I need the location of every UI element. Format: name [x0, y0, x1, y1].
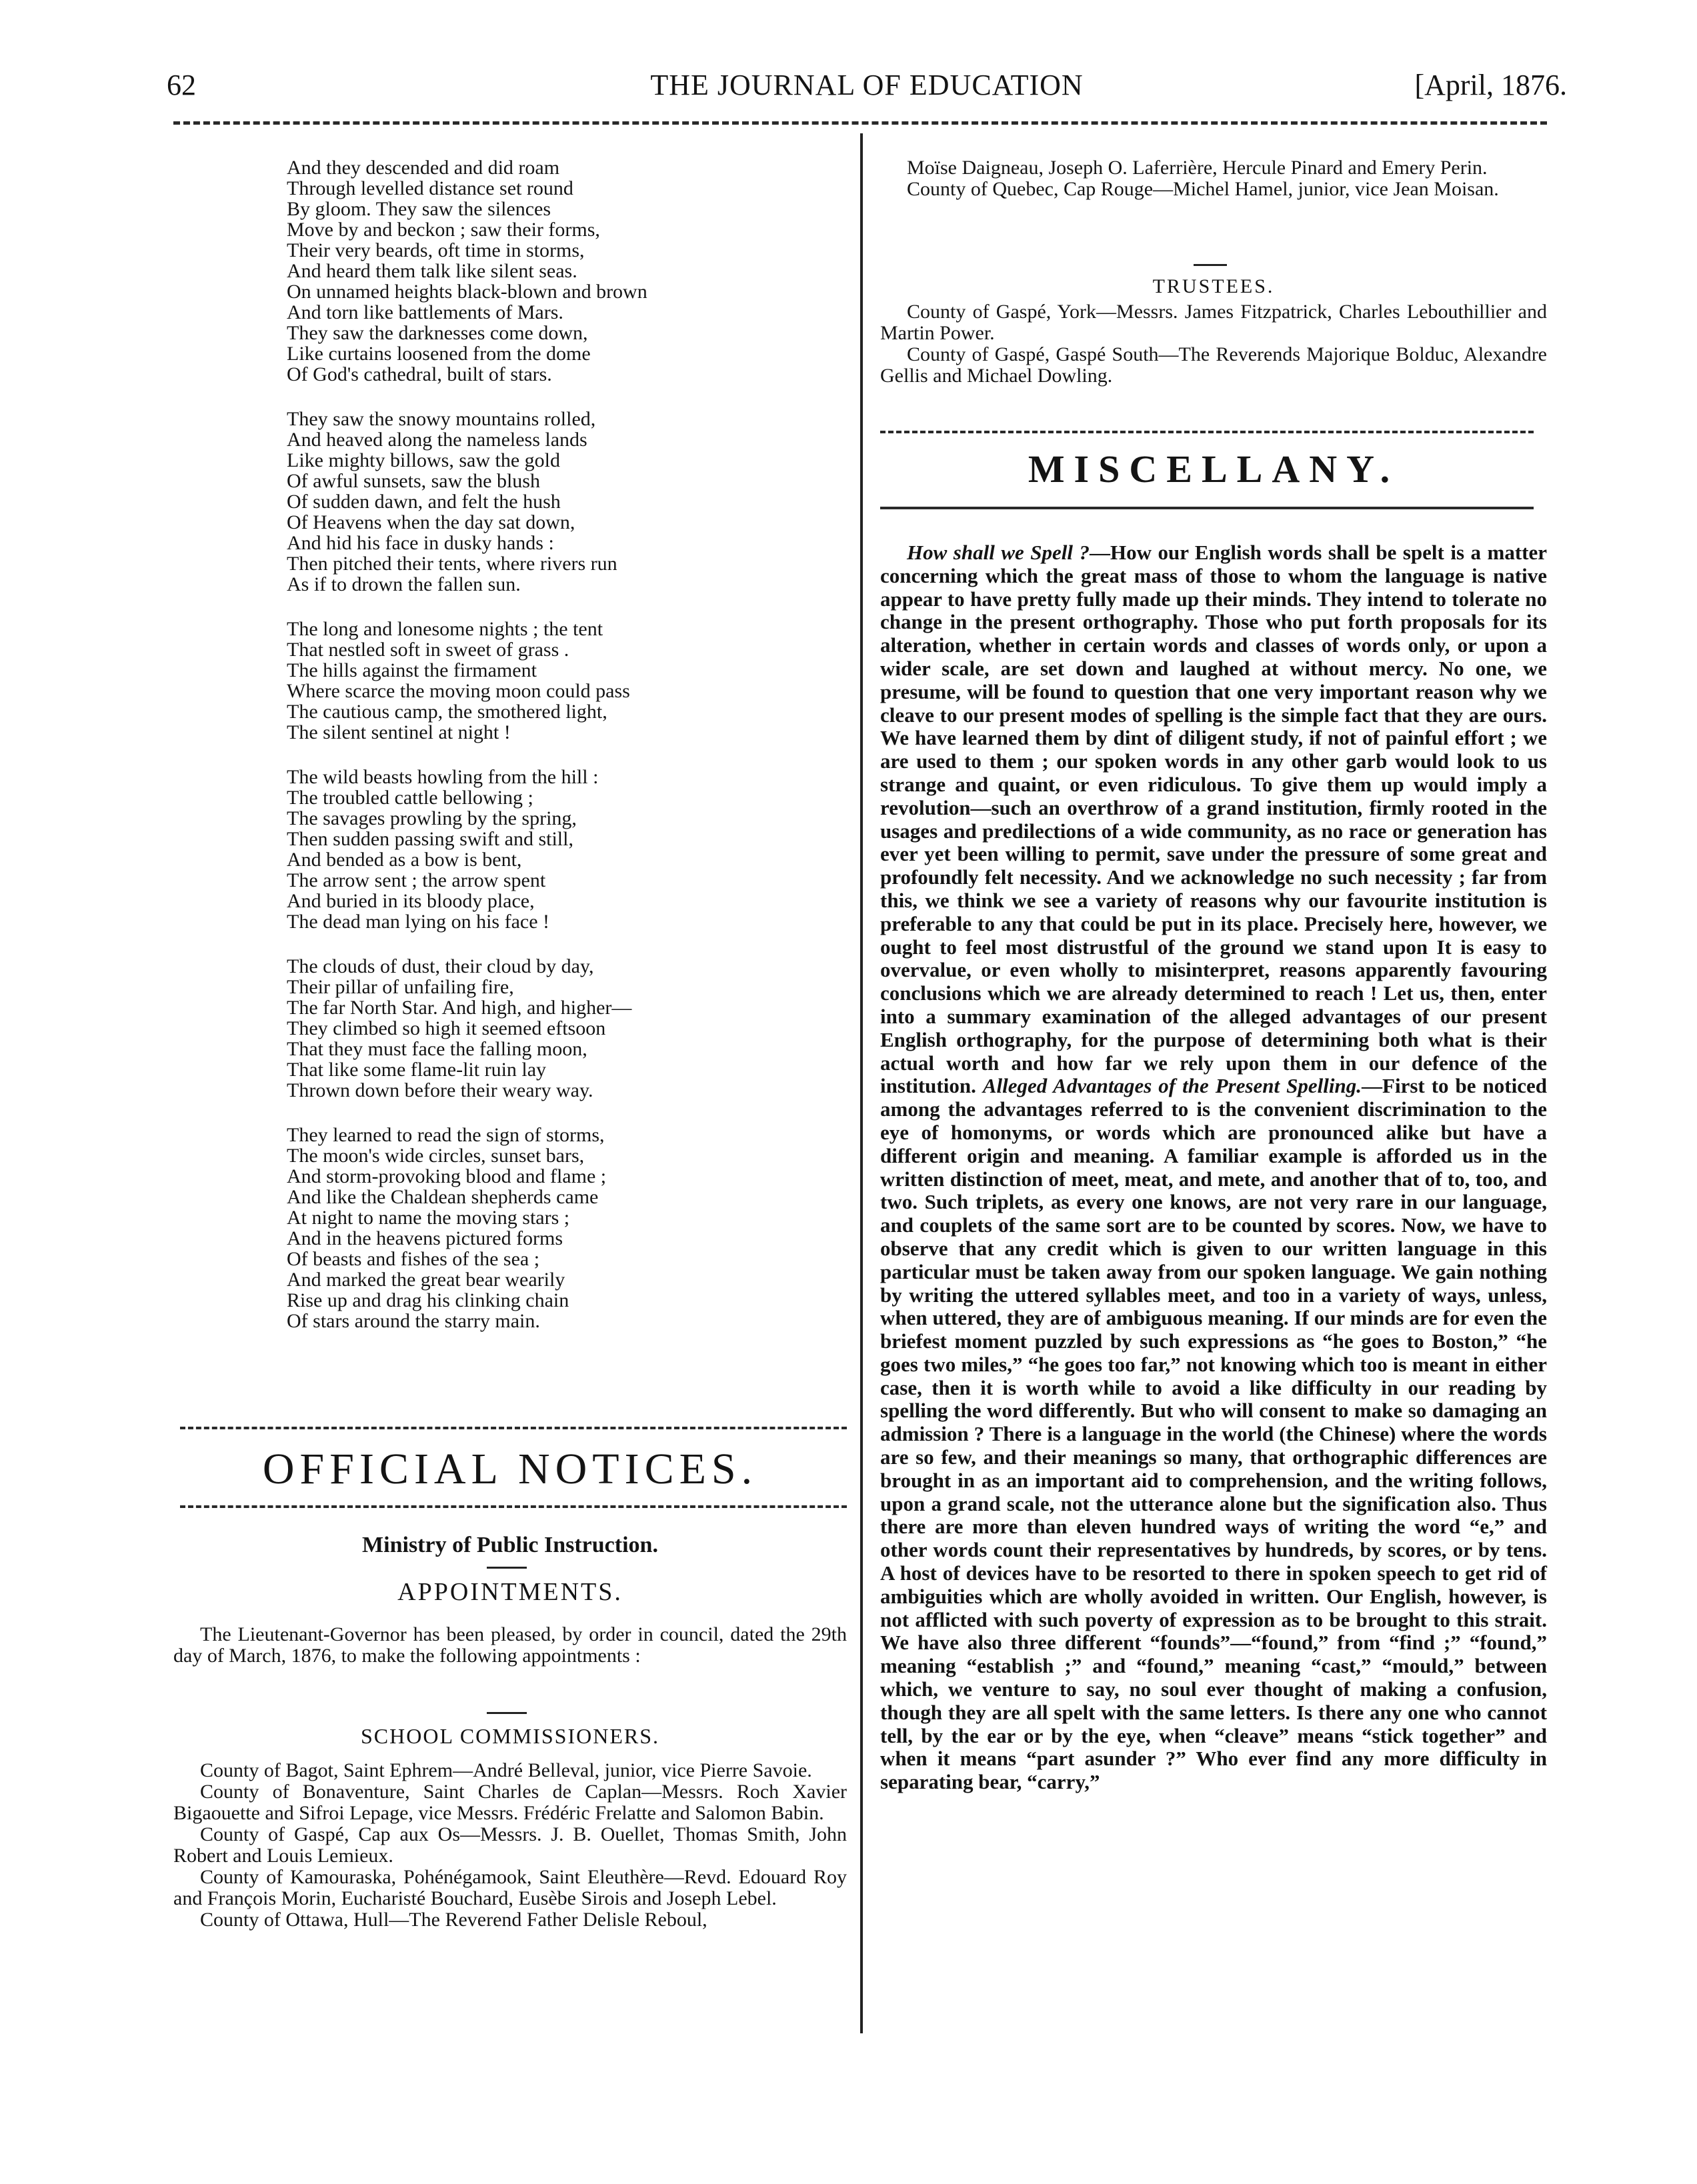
poem-line: The troubled cattle bellowing ; [287, 787, 533, 809]
poem-line: Of God's cathedral, built of stars. [287, 363, 552, 385]
commissioner-entry: County of Ottawa, Hull—The Reverend Father Delisle Reboul, [200, 1909, 707, 1931]
poem-line: That nestled soft in sweet of grass . [287, 639, 569, 661]
commissioner-entry: County of Bagot, Saint Ephrem—André Belleval, junior, vice Pierre Savoie. [200, 1759, 812, 1781]
poem-line: And torn like battlements of Mars. [287, 301, 563, 323]
poem-stanza [287, 157, 820, 385]
poem-line: Where scarce the moving moon could pass [287, 680, 630, 702]
poem-line: The dead man lying on his face ! [287, 911, 550, 933]
commissioner-entry: County of Bonaventure, Saint Charles de Caplan—Messrs. Roch Xavier Bigaouette and Sifroi Lepage, vice Messrs. Frédéric Frelatte and Salomon Babin. [173, 1781, 847, 1824]
article-text-2: —First to be noticed among the advantages referred to is the convenient discrimination to the eye of homonyms, or words which are pronounced alike but have a different origin and meaning. A familiar example is afforded us in the written distinction of meet, meat, and mete, and another that of to, too, and two. Such triplets, as every one knows, are not very rare in our language, and couplets of the same sort are to be counted by scores. Now, we have to observe that any credit which is given to our written language in this particular must be taken away from our spoken language. We gain nothing by writing the uttered syllables meet, and too in a variety of ways, unless, when uttered, they are of ambiguous meaning. If our minds are for even the briefest moment puzzled by such expressions as “he goes to Boston,” “he goes two miles,” “he goes too far,” not knowing which too is meant in either case, then it is worth while to avoid a like difficulty in our reading by spelling the word differently. But who will consent to make so damaging an admission ? There is a language in the world (the Chinese) where the words are so few, and their meanings so many, that orthographic differences are brought in as an important aid to comprehension, and the writing follows, upon a grand scale, not the utterance alone but the signification also. Thus there are more than eleven hundred ways of writing the word “e,” and other words count their representatives by hundreds, by scores, or by tens. A host of devices have to be resorted to there in spoken speech to get rid of ambiguities which are wholly avoided in written. Our English, however, is not afflicted with such poverty of expression as to be brought to this strait. We have also three different “founds”—“found,” from “find ;” “found,” meaning “establish ;” and “found,” meaning “cast,” “mould,” between which, we venture to say, no soul ever thought of making a confusion, though they are all spelt with the same letters. Is there any one who cannot tell, by the ear or by the eye, when “cleave” means “stick together” and when it means “part asunder ?” Who ever find any more difficulty in separating bear, “carry,” [880, 1074, 1547, 1794]
poem-line: The arrow sent ; the arrow spent [287, 869, 546, 891]
poem-line: Of beasts and fishes of the sea ; [287, 1248, 540, 1270]
poem-line: Their pillar of unfailing fire, [287, 976, 514, 998]
poem-line: Of sudden dawn, and felt the hush [287, 491, 561, 513]
appointments-heading: APPOINTMENTS. [397, 1578, 623, 1606]
poem-line: On unnamed heights black-blown and brown [287, 281, 647, 303]
poem-line: And heard them talk like silent seas. [287, 260, 577, 282]
column-divider [860, 133, 863, 2033]
poem-line: Rise up and drag his clinking chain [287, 1289, 569, 1311]
order-in-council: The Lieutenant-Governor has been pleased, by order in council, dated the 29th day of March, 1876, to make the following appointments : [173, 1623, 847, 1667]
poem-line: And in the heavens pictured forms [287, 1227, 563, 1249]
page-header [167, 65, 1567, 105]
trustees-rule [1194, 264, 1227, 266]
poem-line: Of stars around the starry main. [287, 1310, 540, 1332]
school-commissioners-heading: SCHOOL COMMISSIONERS. [361, 1724, 659, 1748]
miscellany-article [880, 541, 1547, 1794]
article-subheading: Alleged Advantages of the Present Spelling. [982, 1074, 1362, 1098]
poem-line: At night to name the moving stars ; [287, 1207, 570, 1229]
poem-line: The savages prowling by the spring, [287, 807, 577, 829]
poem-line: And marked the great bear wearily [287, 1269, 565, 1291]
poem-line: The clouds of dust, their cloud by day, [287, 955, 594, 977]
poem [287, 157, 820, 1355]
poem-line: Of awful sunsets, saw the blush [287, 470, 540, 492]
trustee-entry: County of Gaspé, York—Messrs. James Fitzpatrick, Charles Lebouthillier and Martin Power. [880, 301, 1547, 344]
miscellany-bottom-rule [880, 507, 1534, 509]
poem-line: Through levelled distance set round [287, 177, 573, 199]
trustees-list [880, 301, 1547, 387]
poem-line: They saw the snowy mountains rolled, [287, 408, 596, 430]
ministry-rule [487, 1567, 527, 1569]
poem-line: And bended as a bow is bent, [287, 849, 522, 871]
ministry-heading: Ministry of Public Instruction. [362, 1533, 658, 1557]
poem-line: Of Heavens when the day sat down, [287, 511, 575, 533]
poem-line: They saw the darknesses come down, [287, 322, 588, 344]
article-lead: How shall we Spell ? [907, 541, 1090, 564]
poem-line: By gloom. They saw the silences [287, 198, 551, 220]
poem-line: They learned to read the sign of storms, [287, 1124, 605, 1146]
poem-line: The far North Star. And high, and higher— [287, 997, 632, 1019]
poem-line: As if to drown the fallen sun. [287, 573, 521, 595]
poem-stanza [287, 956, 820, 1101]
poem-line: Like curtains loosened from the dome [287, 343, 591, 365]
poem-line: The silent sentinel at night ! [287, 721, 511, 743]
commissioner-entry: County of Kamouraska, Pohénégamook, Saint Eleuthère—Revd. Edouard Roy and François Morin, Eucharisté Bouchard, Eusèbe Sirois and Joseph Lebel. [173, 1866, 847, 1909]
page-number: 62 [167, 69, 196, 101]
commissioner-entries [173, 1760, 847, 1931]
notices-bottom-rule [180, 1505, 847, 1508]
poem-line: The moon's wide circles, sunset bars, [287, 1145, 585, 1167]
poem-line: Then pitched their tents, where rivers run [287, 553, 617, 575]
trustee-entry: County of Gaspé, Gaspé South—The Reverends Majorique Bolduc, Alexandre Gellis and Michael Dowling. [880, 343, 1547, 387]
issue-date: [April, 1876. [1414, 69, 1567, 101]
trustees-heading: TRUSTEES. [1152, 275, 1275, 297]
poem-line: The wild beasts howling from the hill : [287, 766, 599, 788]
continuation-entry: County of Quebec, Cap Rouge—Michel Hamel, junior, vice Jean Moisan. [907, 178, 1499, 200]
article-text-1: —How our English words shall be spelt is a matter concerning which the great mass of those to whom the language is native appear to have pretty fully made up their minds. They intend to tolerate no change in the present orthography. Those who put forth proposals for its alteration, whether in certain words and classes of words only, or upon a wider scale, are set down and laughed at without mercy. No one, we presume, will be found to question that one very important reason why we cleave to our present modes of spelling is the simple fact that they are ours. We have learned them by dint of diligent study, if not of painful effort ; we are used to them ; our spoken words in any other garb would look to us strange and quaint, or even ridiculous. To give them up would imply a revolution—such an overthrow of a grand institution, firmly rooted in the usages and predilections of a wide community, as no race or generation has ever yet been willing to permit, save under the pressure of some great and profoundly felt necessity. And we acknowledge no such necessity ; far from this, we think we see a variety of reasons why our favourite institution is preferable to any that could be put in its place. Precisely here, however, we ought to feel most distrustful of the ground we stand upon It is easy to overvalue, or even wholly to misinterpret, reasons apparently favouring conclusions which we are already determined to reach ! Let us, then, enter into a summary examination of the alleged advantages of our present English orthography, for the purpose of determining both what is their actual worth and how far we rely upon them in our defence of the institution. [880, 541, 1547, 1098]
poem-stanza [287, 1125, 820, 1331]
miscellany-title: MISCELLANY. [1028, 447, 1400, 491]
poem-line: And heaved along the nameless lands [287, 429, 587, 451]
poem-line: The cautious camp, the smothered light, [287, 701, 607, 723]
poem-line: Like mighty billows, saw the gold [287, 449, 560, 471]
poem-stanza [287, 409, 820, 595]
poem-line: That they must face the falling moon, [287, 1038, 587, 1060]
journal-title: THE JOURNAL OF EDUCATION [650, 69, 1084, 101]
continuation-entry: Moïse Daigneau, Joseph O. Laferrière, Hercule Pinard and Emery Perin. [907, 157, 1488, 179]
official-notices-title: OFFICIAL NOTICES. [262, 1445, 758, 1493]
notices-top-rule [180, 1427, 847, 1429]
poem-line: That like some flame-lit ruin lay [287, 1059, 547, 1081]
poem-stanza [287, 767, 820, 932]
poem-line: And storm-provoking blood and flame ; [287, 1165, 607, 1187]
poem-line: Move by and beckon ; saw their forms, [287, 219, 600, 241]
poem-line: The long and lonesome nights ; the tent [287, 618, 603, 640]
poem-line: They climbed so high it seemed eftsoon [287, 1017, 606, 1039]
commissioner-entry: County of Gaspé, Cap aux Os—Messrs. J. B. Ouellet, Thomas Smith, John Robert and Louis Lemieux. [173, 1823, 847, 1867]
appointments-continuation [880, 157, 1547, 200]
poem-line: Thrown down before their weary way. [287, 1079, 593, 1101]
poem-line: And hid his face in dusky hands : [287, 532, 554, 554]
miscellany-top-rule [880, 431, 1534, 433]
poem-stanza [287, 619, 820, 743]
poem-line: And like the Chaldean shepherds came [287, 1186, 599, 1208]
poem-line: The hills against the firmament [287, 659, 537, 681]
header-rule [173, 121, 1547, 125]
poem-line: And they descended and did roam [287, 157, 560, 179]
order-rule [487, 1712, 527, 1714]
poem-line: Their very beards, oft time in storms, [287, 239, 585, 261]
poem-line: And buried in its bloody place, [287, 890, 535, 912]
poem-line: Then sudden passing swift and still, [287, 828, 573, 850]
